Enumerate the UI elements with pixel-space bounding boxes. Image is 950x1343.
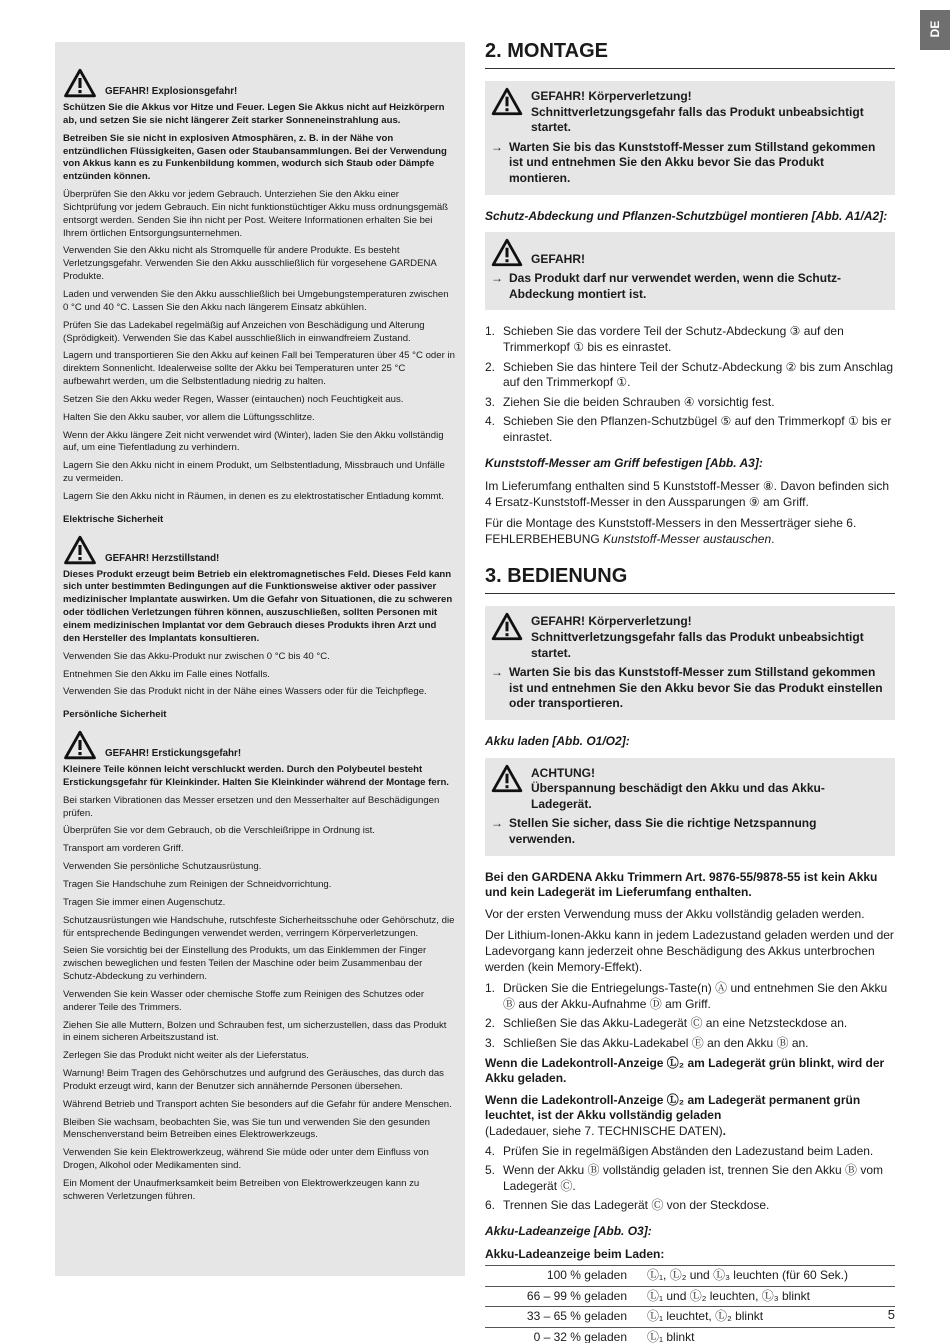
- list-item: 3. Schließen Sie das Akku-Ladekabel Ⓔ an den Akku Ⓑ an.: [485, 1035, 809, 1050]
- warning-box-attention: [485, 758, 895, 856]
- warning-title: GEFAHR! Erstickungsgefahr!: [105, 747, 242, 759]
- section-heading-bedienung: 3. BEDIENUNG: [485, 563, 895, 594]
- arrow-right-icon: →: [491, 665, 503, 680]
- paragraph: Setzen Sie den Akku weder Regen, Wasser (eintauchen) noch Feuchtigkeit aus.: [63, 393, 404, 405]
- warning-title: ACHTUNG!: [531, 765, 595, 780]
- paragraph: Prüfen Sie das Ladekabel regelmäßig auf Anzeichen von Beschädigung und Alterung (Sprödigkeit). Verwenden Sie das Kabel ausschließlich in einwandfreiem Zustand.: [63, 319, 425, 344]
- list-item: 3. Ziehen Sie die beiden Schrauben ④ vorsichtig fest.: [485, 394, 775, 409]
- warning-box-cover: [485, 232, 895, 310]
- warning-text: Schützen Sie die Akkus vor Hitze und Feuer. Legen Sie Akkus nicht auf Heizkörpern ab, und setzen Sie sie nicht längerer Zeit starker Sonneneinstrahlung aus.: [63, 102, 445, 126]
- subheading-indicator-charging: Akku-Ladeanzeige beim Laden:: [485, 1247, 665, 1262]
- warning-title: GEFAHR! Explosionsgefahr!: [105, 85, 238, 97]
- warning-triangle-icon: [491, 764, 523, 793]
- warning-triangle-icon: [63, 68, 97, 98]
- paragraph: Im Lieferumfang enthalten sind 5 Kunststoff-Messer ⑧. Davon befinden sich 4 Ersatz-Kunststoff-Messer in den Aussparungen ⑨ am Griff.: [485, 479, 890, 509]
- page-number: 5: [887, 1307, 895, 1322]
- paragraph: Verwenden Sie kein Wasser oder chemische Stoffe zum Reinigen des Schutzes oder anderer Teile des Trimmers.: [63, 988, 425, 1013]
- paragraph: Ein Moment der Unaufmerksamkeit beim Betreiben von Elektrowerkzeugen kann zu schweren Verletzungen führen.: [63, 1178, 420, 1202]
- paragraph-bold: Wenn die Ladekontroll-Anzeige Ⓛ₂ am Ladegerät grün blinkt, wird der Akku geladen.: [485, 1055, 885, 1086]
- language-tab[interactable]: [920, 10, 950, 50]
- paragraph: Verwenden Sie persönliche Schutzausrüstung.: [63, 861, 262, 873]
- paragraph: Schutzausrüstungen wie Handschuhe, rutschfeste Sicherheitsschuhe oder Gehörschutz, die für entsprechende Bedingungen verwendet werden, verringern Körperverletzungen.: [63, 914, 455, 939]
- warning-title: GEFAHR! Körperverletzung!: [531, 614, 692, 629]
- warning-text: Schnittverletzungsgefahr falls das Produkt unbeabsichtigt startet.: [531, 104, 864, 135]
- paragraph-bold: Bei den GARDENA Akku Trimmern Art. 9876-55/9878-55 ist kein Akku und kein Ladegerät im Lieferumfang enthalten.: [485, 869, 878, 900]
- section-heading-montage: 2. MONTAGE: [485, 38, 895, 69]
- language-label: DE: [928, 20, 942, 38]
- warning-text: Dieses Produkt erzeugt beim Betrieb ein elektromagnetisches Feld. Dieses Feld kann sich unter bestimmten Bedingungen auf die Funktionsweise aktiver oder passiver medizinischer Implantate auswirken. Um die Gefahr von Situationen, die zu schweren oder tödlichen Verletzungen führen können, auszuschließen, sollten Personen mit einem medizinischen Implantat vor dem Gebrauch dieses Produkts ihren Arzt und den Hersteller des Implantats konsultieren.: [63, 568, 453, 644]
- paragraph: Vor der ersten Verwendung muss der Akku vollständig geladen werden.: [485, 906, 865, 921]
- list-item: 2. Schieben Sie das hintere Teil der Schutz-Abdeckung ② bis zum Anschlag auf den Trimmerkopf ①.: [485, 359, 894, 390]
- subheading-indicator: Akku-Ladeanzeige [Abb. O3]:: [485, 1223, 652, 1238]
- paragraph: Überprüfen Sie den Akku vor jedem Gebrauch. Unterziehen Sie den Akku einer Sichtprüfung vor jedem Gebrauch. Ein nicht funktionstüchtiger Akku muss ordnungsgemäß entsorgt werden. Senden Sie ihn nicht per Post. Weitere Informationen erhalten Sie bei Ihrem örtlichen Entsorgungsunternehmen.: [63, 189, 449, 239]
- paragraph: Lagern und transportieren Sie den Akku auf keinen Fall bei Temperaturen über 45 °C oder in direktem Sonnenlicht. Idealerweise sollte der Akku bei Temperaturen unter 25 °C aufbewahrt werden, um die Selbstentladung niedrig zu halten.: [63, 350, 455, 388]
- warning-text: Überspannung beschädigt den Akku und das Akku-Ladegerät.: [531, 781, 825, 811]
- list-item: 4. Prüfen Sie in regelmäßigen Abständen den Ladezustand beim Laden.: [485, 1143, 874, 1158]
- warning-triangle-icon: [491, 87, 523, 116]
- section-title-personal: Persönliche Sicherheit: [63, 709, 167, 721]
- charge-indicator-table: [485, 1265, 895, 1343]
- paragraph: Seien Sie vorsichtig bei der Einstellung des Produkts, um das Einklemmen der Finger zwischen beweglichen und festen Teilen der Maschine oder beim Zusammenbau der Schutz-Abdeckung zu verhindern.: [63, 945, 427, 983]
- charge-steps: [485, 981, 895, 1051]
- paragraph: Lagern Sie den Akku nicht in einem Produkt, um Selbstentladung, Missbrauch und Unfälle zu vermeiden.: [63, 460, 445, 485]
- paragraph: Während Betrieb und Transport achten Sie besonders auf die Gefahr für andere Menschen.: [63, 1098, 452, 1110]
- paragraph: Wenn der Akku längere Zeit nicht verwendet wird (Winter), laden Sie den Akku vollständig auf, um eine Tiefentladung zu verhindern.: [63, 429, 444, 454]
- warning-text: Betreiben Sie sie nicht in explosiven Atmosphären, z. B. in der Nähe von entzündlichen Flüssigkeiten, Gasen oder Staubansammlungen. Bei der Verwendung von Akkus kann es zu Funkenbildung kommen, wodurch sich Staub oder Dämpfe entzünden können.: [63, 132, 447, 183]
- paragraph: Verwenden Sie den Akku nicht als Stromquelle für andere Produkte. Es besteht Verletzungsgefahr. Verwenden Sie den Akku ausschließlich für vorgesehene GARDENA Produkte.: [63, 245, 437, 283]
- paragraph: Der Lithium-Ionen-Akku kann in jedem Ladezustand geladen werden und der Ladevorgang kann jederzeit ohne Beschädigung des Akkus unterbrochen werden (kein Memory-Effekt).: [485, 928, 894, 974]
- arrow-right-icon: →: [491, 139, 503, 154]
- list-item: 4. Schieben Sie den Pflanzen-Schutzbügel ⑤ auf den Trimmerkopf ① bis er einrastet.: [485, 414, 892, 444]
- warning-text: Kleinere Teile können leicht verschluckt werden. Durch den Polybeutel besteht Erstickungsgefahr für Kleinkinder. Halten Sie Kleinkinder während der Montage fern.: [63, 764, 449, 788]
- montage-steps: [485, 324, 895, 445]
- paragraph: Tragen Sie Handschuhe zum Reinigen der Schneidvorrichtung.: [63, 878, 332, 890]
- warning-triangle-icon: [63, 535, 97, 565]
- table-row: 0 – 32 % geladen Ⓛ₁ blinkt: [485, 1327, 895, 1343]
- safety-column: [55, 42, 465, 1276]
- instructions-column: [485, 38, 895, 1343]
- warning-box-injury: [485, 606, 895, 720]
- paragraph: Transport am vorderen Griff.: [63, 843, 184, 855]
- warning-triangle-icon: [491, 612, 523, 641]
- warning-box-injury: [485, 81, 895, 195]
- warning-instruction: Stellen Sie sicher, dass Sie die richtige Netzspannung verwenden.: [509, 816, 817, 846]
- paragraph: Bei starken Vibrationen das Messer ersetzen und den Messerhalter auf Beschädigungen prüfen.: [63, 794, 440, 819]
- paragraph: Entnehmen Sie den Akku im Falle eines Notfalls.: [63, 668, 270, 680]
- arrow-right-icon: →: [491, 816, 503, 831]
- paragraph: Für die Montage des Kunststoff-Messers in den Messerträger siehe 6. FEHLERBEHEBUNG Kunststoff-Messer austauschen.: [485, 516, 857, 546]
- warning-title: GEFAHR!: [531, 251, 585, 266]
- table-row: 66 – 99 % geladen Ⓛ₁ und Ⓛ₂ leuchten, Ⓛ₃ blinkt: [485, 1286, 895, 1307]
- warning-instruction: Warten Sie bis das Kunststoff-Messer zum Stillstand gekommen ist und entnehmen Sie den Akku bevor Sie das Produkt einstellen oder transportieren.: [509, 665, 883, 711]
- paragraph: Wenn die Ladekontroll-Anzeige Ⓛ₂ am Ladegerät permanent grün leuchtet, ist der Akku vollständig geladen (Ladedauer, siehe 7. TECHNISCHE DATEN).: [485, 1092, 861, 1138]
- paragraph: Zerlegen Sie das Produkt nicht weiter als der Lieferstatus.: [63, 1050, 309, 1062]
- paragraph: Bleiben Sie wachsam, beobachten Sie, was Sie tun und verwenden Sie den gesunden Menschenverstand beim Betreiben eines Elektrowerkzeugs.: [63, 1116, 430, 1141]
- subheading-blade-mount: Kunststoff-Messer am Griff befestigen [Abb. A3]:: [485, 455, 763, 470]
- paragraph: Verwenden Sie kein Elektrowerkzeug, während Sie müde oder unter dem Einfluss von Drogen, Alkohol oder Medikamenten sind.: [63, 1147, 429, 1172]
- warning-triangle-icon: [63, 730, 97, 760]
- paragraph: Laden und verwenden Sie den Akku ausschließlich bei Umgebungstemperaturen zwischen 0 °C und 40 °C. Lassen Sie den Akku nach längerem Einsatz abkühlen.: [63, 288, 449, 313]
- section-title-electrical: Elektrische Sicherheit: [63, 513, 164, 525]
- paragraph: Verwenden Sie das Akku-Produkt nur zwischen 0 °C bis 40 °C.: [63, 650, 330, 662]
- list-item: 2. Schließen Sie das Akku-Ladegerät Ⓒ an eine Netzsteckdose an.: [485, 1016, 848, 1031]
- arrow-right-icon: →: [491, 271, 503, 286]
- list-item: 1. Schieben Sie das vordere Teil der Schutz-Abdeckung ③ auf den Trimmerkopf ① bis es einrastet.: [485, 324, 844, 354]
- paragraph: Überprüfen Sie vor dem Gebrauch, ob die Verschleißrippe in Ordnung ist.: [63, 825, 375, 837]
- paragraph: Tragen Sie immer einen Augenschutz.: [63, 896, 226, 908]
- table-row: 100 % geladen Ⓛ₁, Ⓛ₂ und Ⓛ₃ leuchten (für 60 Sek.): [485, 1266, 895, 1287]
- paragraph: Halten Sie den Akku sauber, vor allem die Lüftungsschlitze.: [63, 411, 315, 423]
- paragraph: Warnung! Beim Tragen des Gehörschutzes und aufgrund des Geräusches, das durch das Produkt erzeugt wird, kann der Benutzer sich annähernde Personen übersehen.: [63, 1068, 444, 1092]
- warning-instruction: Warten Sie bis das Kunststoff-Messer zum Stillstand gekommen ist und entnehmen Sie den Akku bevor Sie das Produkt montieren.: [509, 139, 876, 185]
- paragraph: Lagern Sie den Akku nicht in Räumen, in denen es zu elektrostatischer Entladung kommt.: [63, 490, 444, 502]
- subheading-charge: Akku laden [Abb. O1/O2]:: [485, 734, 630, 749]
- paragraph: Verwenden Sie das Produkt nicht in der Nähe eines Wassers oder für die Teichpflege.: [63, 686, 427, 698]
- warning-title: GEFAHR! Herzstillstand!: [105, 552, 220, 564]
- warning-instruction: Das Produkt darf nur verwendet werden, wenn die Schutz-Abdeckung montiert ist.: [509, 271, 842, 301]
- list-item: 6. Trennen Sie das Ladegerät Ⓒ von der Steckdose.: [485, 1198, 770, 1213]
- warning-choking-header: [63, 730, 455, 760]
- warning-triangle-icon: [491, 238, 523, 267]
- subheading-cover-mount: Schutz-Abdeckung und Pflanzen-Schutzbügel montieren [Abb. A1/A2]:: [485, 208, 888, 223]
- list-item: 1. Drücken Sie die Entriegelungs-Taste(n) Ⓐ und entnehmen Sie den Akku Ⓑ aus der Akku-Aufnahme Ⓓ am Griff.: [485, 981, 888, 1011]
- warning-title: GEFAHR! Körperverletzung!: [531, 89, 692, 103]
- list-item: 5. Wenn der Akku Ⓑ vollständig geladen ist, trennen Sie den Akku Ⓑ vom Ladegerät Ⓒ.: [485, 1163, 883, 1193]
- charge-steps-continued: [485, 1144, 895, 1214]
- warning-text: Schnittverletzungsgefahr falls das Produkt unbeabsichtigt startet.: [531, 630, 864, 660]
- warning-explosion-header: [63, 68, 455, 98]
- warning-heart-header: [63, 535, 455, 565]
- paragraph: Ziehen Sie alle Muttern, Bolzen und Schrauben fest, um sicherzustellen, dass das Produkt in einem sicheren Arbeitszustand ist.: [63, 1019, 447, 1044]
- table-row: 33 – 65 % geladen Ⓛ₁ leuchtet, Ⓛ₂ blinkt: [485, 1307, 895, 1328]
